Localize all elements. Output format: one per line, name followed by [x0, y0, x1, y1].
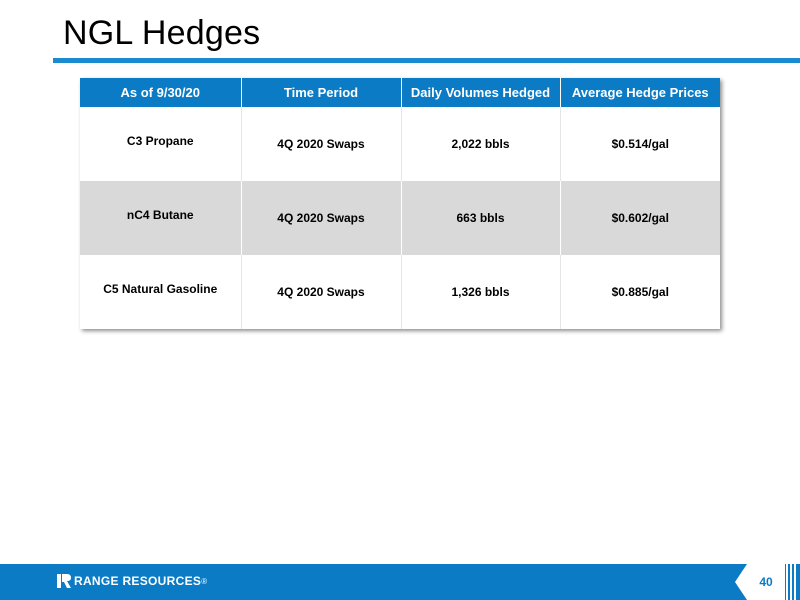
table-row [80, 107, 720, 181]
range-resources-logo [57, 572, 207, 590]
cell-product [80, 255, 241, 329]
cell-price-text: $0.602/gal [611, 211, 669, 225]
cell-volume-text: 663 bbls [456, 211, 505, 225]
logo-text: RANGE RESOURCES [74, 574, 202, 588]
decorative-stripes-icon [786, 564, 800, 600]
range-resources-logo-mark-icon [57, 574, 71, 588]
logo-registered-mark: ® [201, 576, 208, 586]
cell-period [241, 255, 401, 329]
cell-period [241, 181, 401, 255]
cell-volume-text: 1,326 bbls [451, 285, 510, 299]
column-header-daily-volumes: Daily Volumes Hedged [401, 78, 560, 107]
cell-period-text: 4Q 2020 Swaps [277, 211, 365, 225]
hedges-table [80, 78, 720, 329]
table-header-row [80, 78, 720, 107]
cell-product [80, 107, 241, 181]
cell-volume [401, 107, 560, 181]
cell-price [560, 107, 720, 181]
cell-volume [401, 181, 560, 255]
cell-period [241, 107, 401, 181]
column-header-as-of: As of 9/30/20 [80, 78, 241, 107]
cell-price [560, 181, 720, 255]
cell-price-text: $0.514/gal [611, 137, 669, 151]
cell-product [80, 181, 241, 255]
cell-price [560, 255, 720, 329]
page-title: NGL Hedges [63, 14, 261, 52]
column-header-time-period: Time Period [241, 78, 401, 107]
cell-price-text: $0.885/gal [611, 285, 669, 299]
page-number: 40 [759, 575, 773, 589]
table-row [80, 255, 720, 329]
cell-product-text: C3 Propane [126, 134, 194, 148]
table-row [80, 181, 720, 255]
cell-period-text: 4Q 2020 Swaps [277, 137, 365, 151]
cell-volume-text: 2,022 bbls [451, 137, 510, 151]
cell-product-text: C5 Natural Gasoline [103, 282, 218, 296]
cell-volume [401, 255, 560, 329]
cell-product-text: nC4 Butane [126, 208, 194, 222]
title-rule [53, 58, 800, 63]
cell-period-text: 4Q 2020 Swaps [277, 285, 365, 299]
hedges-table-container [80, 78, 720, 329]
column-header-average-prices: Average Hedge Prices [560, 78, 720, 107]
